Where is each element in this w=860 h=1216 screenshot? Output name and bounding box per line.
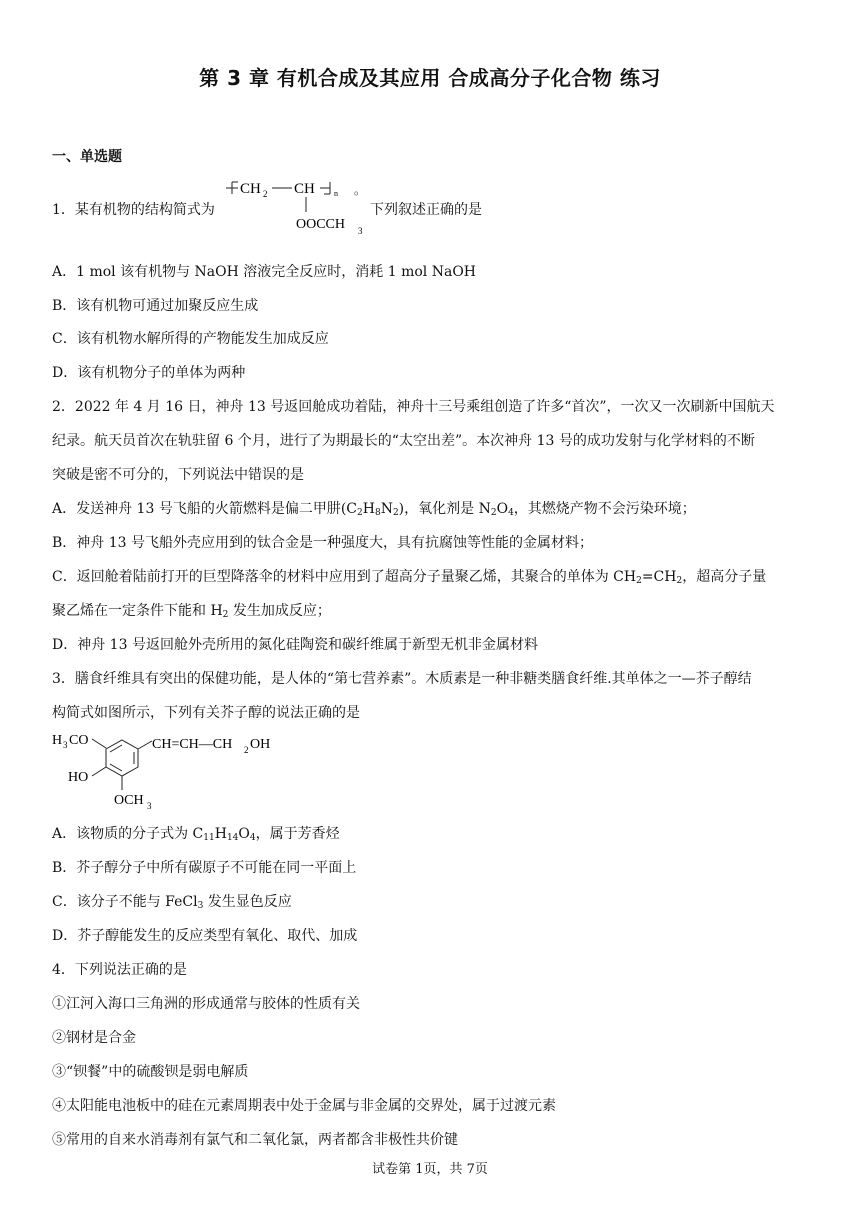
q3-h3co-h: H — [52, 733, 63, 748]
q3-ho: HO — [68, 770, 89, 785]
q2-stem-line2: 纪录。航天员首次在轨驻留 6 个月，进行了为期最长的“太空出差”。本次神舟 13 号的成功发射与化学材料的不断 — [52, 433, 755, 449]
q1-option-b: B．该有机物可通过加聚反应生成 — [52, 298, 259, 314]
q1-structure-diagram — [226, 172, 376, 240]
page-title: 第 3 章 有机合成及其应用 合成高分子化合物 练习 — [199, 66, 661, 90]
q2-option-c-line1: C．返回舱着陆前打开的巨型降落伞的材料中应用到了超高分子量聚乙烯，其聚合的单体为 $CH_2=CH_2$，超高分子量 — [52, 569, 767, 586]
q1-ch-label: CH — [294, 181, 315, 197]
bond-ome — [92, 739, 106, 748]
q3-h3co-sub: 3 — [63, 740, 68, 750]
q1-option-c: C．该有机物水解所得的产物能发生加成反应 — [52, 331, 329, 347]
q3-chain-oh: OH — [250, 737, 271, 752]
q3-option-b: B．芥子醇分子中所有碳原子不可能在同一平面上 — [52, 860, 357, 876]
q3-chain-sub: 2 — [244, 745, 249, 755]
q3-option-d: D．芥子醇能发生的反应类型有氧化、取代、加成 — [52, 928, 358, 944]
q3-stem-line2: 构简式如图所示，下列有关芥子醇的说法正确的是 — [52, 705, 360, 721]
q1-side-sub: 3 — [358, 226, 363, 236]
bond-chain — [138, 741, 152, 749]
section-heading: 一、单选题 — [52, 149, 122, 165]
q3-option-c: C．该分子不能与 FeCl$_3$ 发生显色反应 — [52, 894, 292, 911]
q2-option-d: D．神舟 13 号返回舱外壳所用的氮化硅陶瓷和碳纤维属于新型无机非金属材料 — [52, 637, 538, 653]
q1-ch2-sub: 2 — [263, 189, 268, 199]
q3-chain: CH=CH—CH — [152, 737, 233, 752]
q1-side-label: OOCCH — [296, 217, 346, 232]
q3-h3co-co: CO — [69, 733, 89, 748]
q2-stem-line1: 2．2022 年 4 月 16 日，神舟 13 号返回舱成功着陆，神舟十三号乘组创造了许多“首次”，一次又一次刷新中国航天 — [52, 399, 775, 415]
q2-stem-line3: 突破是密不可分的，下列说法中错误的是 — [52, 467, 304, 483]
q1-option-a: A．1 mol 该有机物与 NaOH 溶液完全反应时，消耗 1 mol NaOH — [52, 264, 477, 280]
q3-och3: OCH — [114, 793, 144, 808]
q2-option-c-line2: 聚乙烯在一定条件下能和 $H_2$ 发生加成反应； — [52, 603, 331, 620]
q4-item-3: ③“钡餐”中的硫酸钡是弱电解质 — [52, 1064, 249, 1080]
q3-structure-diagram — [52, 726, 292, 818]
q4-stem: 4．下列说法正确的是 — [52, 962, 187, 978]
q1-dot: 。 — [354, 183, 367, 197]
page-footer: 试卷第 1页，共 7页 — [372, 1162, 488, 1177]
q1-n-label: n — [334, 189, 338, 198]
q4-item-4: ④太阳能电池板中的硅在元素周期表中处于金属与非金属的交界处，属于过渡元素 — [52, 1098, 556, 1114]
q3-option-a: A．该物质的分子式为 $C_{11}H_{14}O_4$，属于芳香烃 — [52, 826, 340, 843]
bond-oh — [92, 767, 106, 776]
q1-stem-prefix: 1．某有机物的结构简式为 — [52, 202, 215, 218]
q4-item-1: ①江河入海口三角洲的形成通常与胶体的性质有关 — [52, 996, 360, 1012]
q1-stem-suffix: 下列叙述正确的是 — [370, 202, 482, 218]
q2-option-b: B．神舟 13 号飞船外壳应用到的钛合金是一种强度大，具有抗腐蚀等性能的金属材料； — [52, 535, 594, 551]
q1-ch2-label: CH — [240, 181, 261, 197]
q4-item-5: ⑤常用的自来水消毒剂有氯气和二氧化氯，两者都含非极性共价键 — [52, 1132, 458, 1148]
q3-och3-sub: 3 — [147, 801, 152, 811]
q1-option-d: D．该有机物分子的单体为两种 — [52, 365, 246, 381]
q2-option-a: A．发送神舟 13 号飞船的火箭燃料是偏二甲肼$(C_2H_8N_2)$，氧化剂是 $N_2O_4$，其燃烧产物不会污染环境； — [52, 501, 696, 518]
q4-item-2: ②钢材是合金 — [52, 1030, 136, 1046]
q3-stem-line1: 3．膳食纤维具有突出的保健功能，是人体的“第七营养素”。木质素是一种非糖类膳食纤维.其单体之一—芥子醇结 — [52, 671, 752, 687]
